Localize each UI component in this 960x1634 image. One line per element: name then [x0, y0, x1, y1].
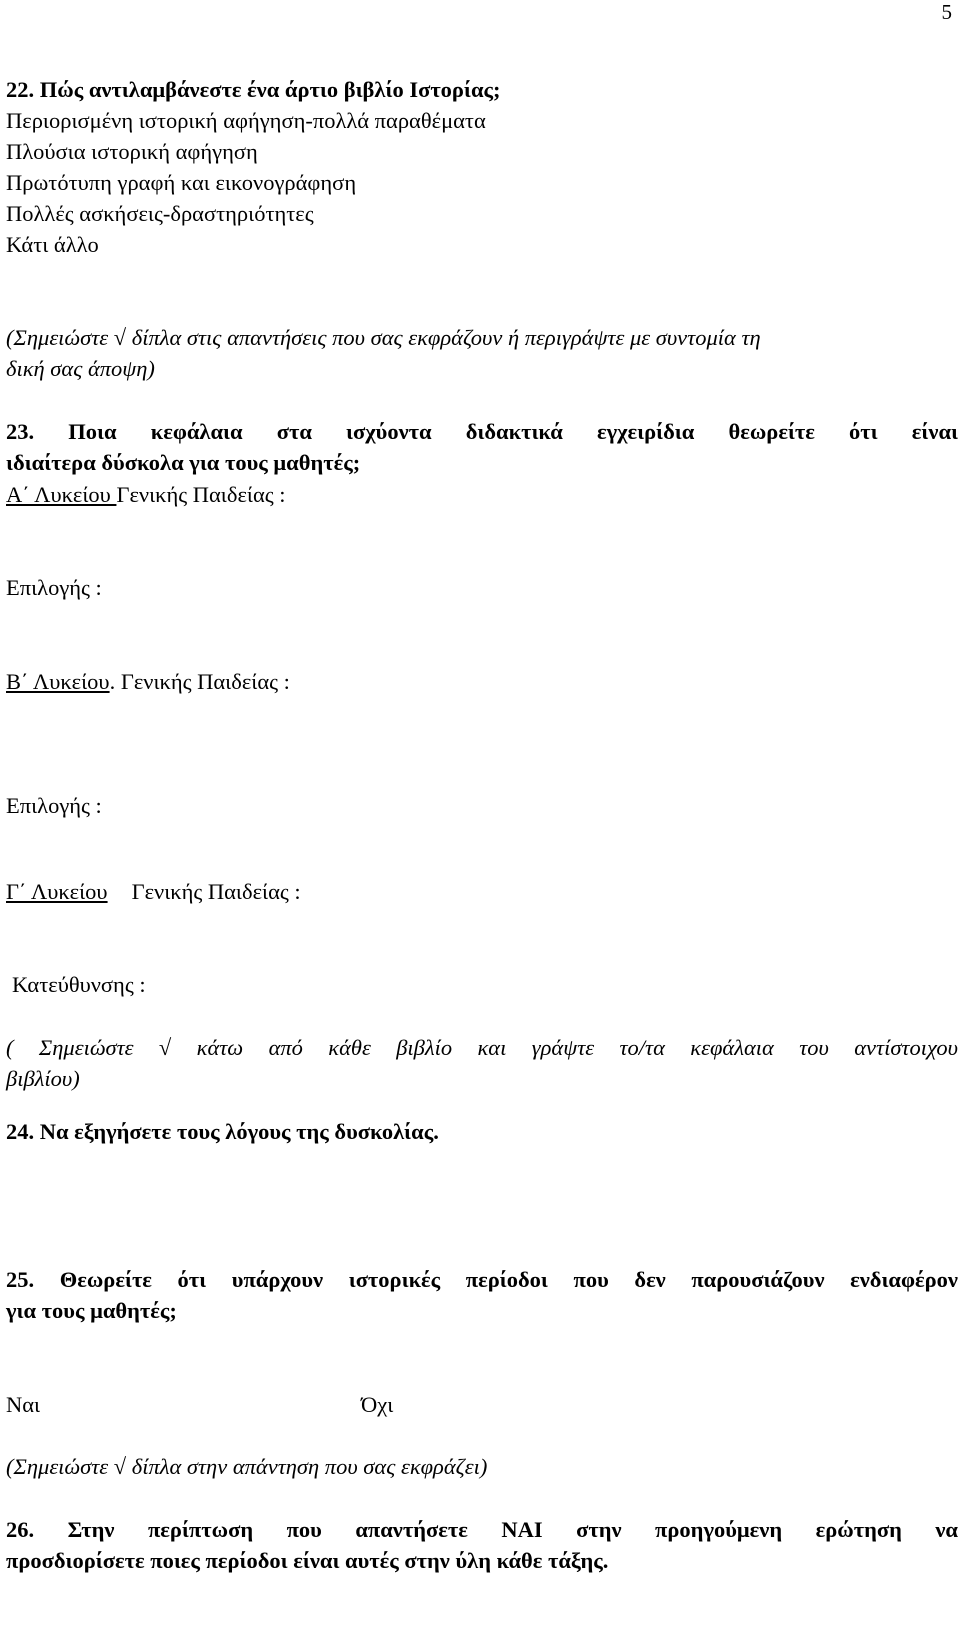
question-23-note-line-1: ( Σημειώστε √ κάτω από κάθε βιβλίο και γράψτε το/τα κεφάλαια του αντίστοιχου	[6, 1035, 958, 1060]
class-c-direction-label: Κατεύθυνσης :	[12, 972, 146, 997]
question-25-note: (Σημειώστε √ δίπλα στην απάντηση που σας εκφράζει)	[6, 1454, 488, 1479]
option-item: Πολλές ασκήσεις-δραστηριότητες	[6, 201, 314, 226]
question-22-title: 22. Πώς αντιλαμβάνεστε ένα άρτιο βιβλίο Ιστορίας;	[6, 77, 501, 102]
answer-no-label: Όχι	[361, 1392, 394, 1417]
class-a-row	[6, 479, 286, 510]
question-24-title: 24. Να εξηγήσετε τους λόγους της δυσκολίας.	[6, 1119, 439, 1144]
question-22-note-line-1: (Σημειώστε √ δίπλα στις απαντήσεις που σας εκφράζουν ή περιγράψτε με συντομία τη	[6, 325, 761, 350]
question-26-title-line-1: 26. Στην περίπτωση που απαντήσετε ΝΑΙ στην προηγούμενη ερώτηση να	[6, 1517, 958, 1542]
class-c-general-label: Γενικής Παιδείας :	[131, 879, 301, 904]
question-26-title-line-2: προσδιορίσετε ποιες περίοδοι είναι αυτές στην ύλη κάθε τάξης.	[6, 1548, 609, 1573]
class-b-label: Β΄ Λυκείου	[6, 669, 110, 694]
class-b-row	[6, 666, 290, 697]
question-25-title-line-2: για τους μαθητές;	[6, 1298, 177, 1323]
class-b-choice-label: Επιλογής :	[6, 793, 102, 818]
option-item: Κάτι άλλο	[6, 232, 99, 257]
class-a-label: Α΄ Λυκείου	[6, 482, 117, 507]
page-number: 5	[941, 0, 952, 24]
class-a-general-label: Γενικής Παιδείας :	[116, 482, 286, 507]
question-25-title-line-1: 25. Θεωρείτε ότι υπάρχουν ιστορικές περίοδοι που δεν παρουσιάζουν ενδιαφέρον	[6, 1267, 958, 1292]
question-23-title-line-1: 23. Ποια κεφάλαια στα ισχύοντα διδακτικά εγχειρίδια θεωρείτε ότι είναι	[6, 419, 958, 444]
option-item: Πλούσια ιστορική αφήγηση	[6, 139, 258, 164]
class-b-general-label: . Γενικής Παιδείας :	[109, 669, 290, 694]
question-23-note-line-2: βιβλίου)	[6, 1066, 80, 1091]
class-c-row	[6, 876, 301, 907]
class-c-label: Γ΄ Λυκείου	[6, 879, 108, 904]
question-23-title-line-2: ιδιαίτερα δύσκολα για τους μαθητές;	[6, 450, 361, 475]
question-22-note-line-2: δική σας άποψη)	[6, 356, 155, 381]
answer-yes-label: Ναι	[6, 1392, 41, 1417]
option-item: Περιορισμένη ιστορική αφήγηση-πολλά παραθέματα	[6, 108, 486, 133]
option-item: Πρωτότυπη γραφή και εικονογράφηση	[6, 170, 357, 195]
class-a-choice-label: Επιλογής :	[6, 575, 102, 600]
